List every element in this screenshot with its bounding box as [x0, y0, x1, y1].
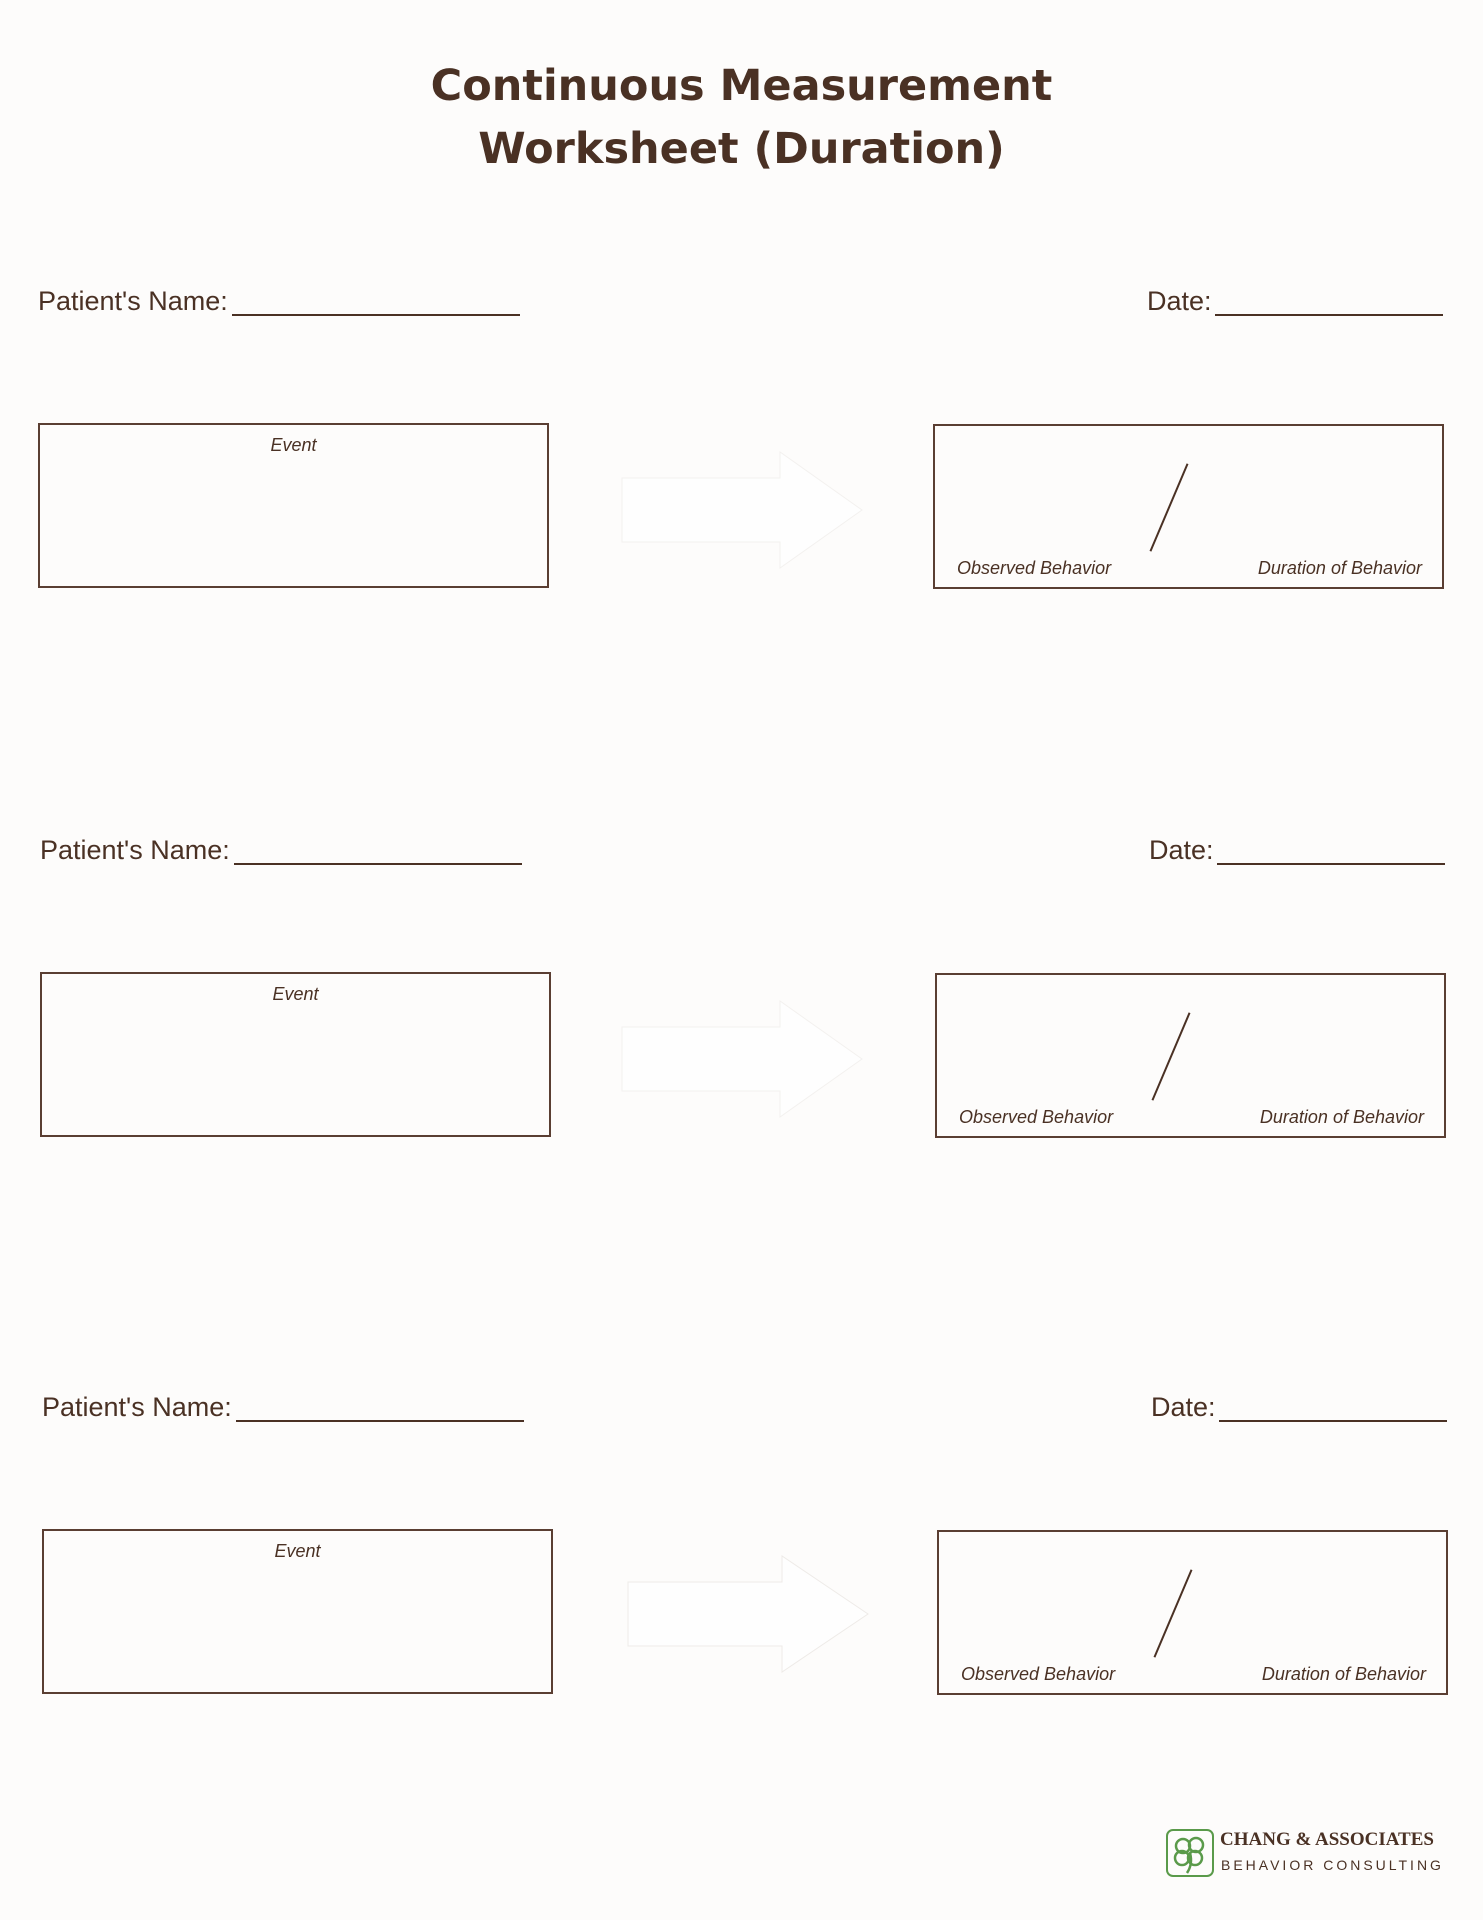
duration-of-behavior-label: Duration of Behavior — [1259, 1107, 1424, 1127]
company-logo — [1165, 1825, 1444, 1880]
arrow-right-icon — [626, 1554, 871, 1674]
duration-of-behavior-label: Duration of Behavior — [1257, 558, 1422, 578]
logo-company-name: CHANG & ASSOCIATES — [1220, 1829, 1434, 1850]
date-label: Date: — [1147, 286, 1212, 316]
event-label: Event — [272, 984, 319, 1004]
observed-behavior-label: Observed Behavior — [957, 558, 1112, 578]
clover-icon — [1165, 1828, 1215, 1878]
divider-slash — [1152, 1012, 1191, 1100]
patient-name-field[interactable] — [232, 314, 520, 316]
event-box[interactable] — [42, 1529, 553, 1694]
date-field[interactable] — [1215, 314, 1443, 316]
behavior-box[interactable] — [933, 424, 1444, 589]
worksheet-section-2 — [0, 833, 1483, 1233]
observed-behavior-label: Observed Behavior — [961, 1664, 1116, 1684]
date-label: Date: — [1151, 1392, 1216, 1422]
behavior-box[interactable] — [937, 1530, 1448, 1695]
title-line-2: Worksheet (Duration) — [478, 124, 1005, 174]
divider-slash — [1154, 1569, 1193, 1657]
worksheet-section-3 — [0, 1390, 1483, 1790]
patient-name-label: Patient's Name: — [40, 835, 230, 865]
logo-subtitle: BEHAVIOR CONSULTING — [1221, 1857, 1444, 1873]
patient-name-field[interactable] — [234, 863, 522, 865]
date-field[interactable] — [1217, 863, 1445, 865]
patient-name-label: Patient's Name: — [42, 1392, 232, 1422]
event-box[interactable] — [40, 972, 551, 1137]
divider-slash — [1150, 463, 1189, 551]
patient-name-label: Patient's Name: — [38, 286, 228, 316]
title-line-1: Continuous Measurement — [430, 61, 1053, 111]
arrow-right-icon — [620, 450, 865, 570]
observed-behavior-label: Observed Behavior — [959, 1107, 1114, 1127]
worksheet-section-1 — [0, 284, 1483, 684]
duration-of-behavior-label: Duration of Behavior — [1261, 1664, 1426, 1684]
page-title — [0, 55, 1483, 181]
patient-name-field[interactable] — [236, 1420, 524, 1422]
arrow-right-icon — [620, 999, 865, 1119]
date-label: Date: — [1149, 835, 1214, 865]
event-box[interactable] — [38, 423, 549, 588]
event-label: Event — [274, 1541, 321, 1561]
behavior-box[interactable] — [935, 973, 1446, 1138]
event-label: Event — [270, 435, 317, 455]
date-field[interactable] — [1219, 1420, 1447, 1422]
